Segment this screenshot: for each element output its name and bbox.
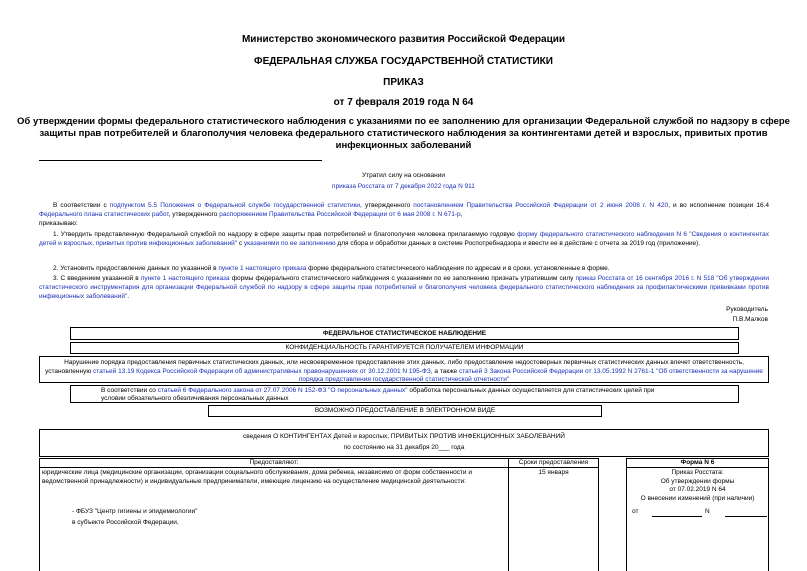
signer-title: Руководитель	[726, 306, 768, 313]
link-government-decree[interactable]: постановлением Правительства Российской Федерации от 2 июня 2008 г. N 420	[413, 202, 669, 209]
changes-date-field[interactable]	[652, 516, 702, 517]
submitters-text: юридические лица (медицинские организации, организации социального обслуживания, дома ребенка, независимо от форм собственности и ведомственной принадлежности) и индивидуальные предприниматели, имеющие лицензию на осуществление медицинской деятельности:	[42, 469, 472, 485]
fsn-box: ФЕДЕРАЛЬНОЕ СТАТИСТИЧЕСКОЕ НАБЛЮДЕНИЕ	[70, 327, 739, 340]
order-title-line-2: защиты прав потребителей и благополучия человека федерального статистического наблюдения за контингентами детей и взрослых, привитых против	[39, 128, 768, 139]
as-of-date: по состоянию на 31 декабря 20___ года	[343, 444, 465, 451]
order-ref-date: от 07.02.2019 N 64	[669, 486, 726, 493]
changes-n-label: N	[705, 508, 710, 515]
electronic-box: ВОЗМОЖНО ПРЕДОСТАВЛЕНИЕ В ЭЛЕКТРОННОМ ВИДЕ	[208, 405, 602, 417]
form-col-right	[768, 458, 769, 571]
link-law-2761[interactable]: статьей 3 Закона Российской Федерации от 13.05.1992 N 2761-1 "Об ответственности за нарушение порядка представления государственной статистической отчетности"	[298, 367, 763, 383]
table-left-border	[39, 458, 40, 571]
order-ref-title: Приказ Росстата:	[671, 469, 724, 476]
personal-data-box: В соответствии со статьей 6 Федерального закона от 27.07.2006 N 152-ФЗ "О персональных данных" обработка персональных данных осуществляется для статистических целей при условии обязательного обезличивания персональных данных	[70, 385, 739, 403]
col-submitters-header: Предоставляют:	[249, 459, 299, 466]
link-rosstat-518[interactable]: приказ Росстата от 16 сентября 2016 г. N 518 "Об утверждении статистического инструментария для организации Федеральной службой по надзору в сфере защиты прав потребителей и благополучия человека федерального статистического наблюдения за профилактическими прививками против инфекционных заболеваний"	[39, 275, 769, 300]
paragraph-basis: В соответствии с подпунктом 5.5 Положения о Федеральной службе государственной статистики, утвержденного постановлением Правительства Российской Федерации от 2 июня 2008 г. N 420, и во исполнение позиции 16.4 Федерального плана статистических работ, утвержденного распоряжением Правительства Российской Федерации от 6 мая 2008 г. N 671-р,	[39, 202, 770, 218]
violation-box: Нарушение порядка предоставления первичных статистических данных, или несвоевременное предоставление этих данных, либо предоставление недостоверных первичных статистических данных влечет ответственность, установленную статьей 13.19 Кодекса Российской Федерации об административных правонарушениях от 30.12.2001 N 195-ФЗ, а также статьей 3 Закона Российской Федерации от 13.05.1992 N 2761-1 "Об ответственности за нарушение порядка представления государственной статистической отчетности"	[39, 356, 769, 383]
signer-name: П.В.Малков	[732, 316, 768, 323]
paragraph-item-1: 1. Утвердить представленную Федеральной службой по надзору в сфере защиты прав потребителей и благополучия человека прилагаемую годовую форму федерального статистического наблюдения N 6 "Сведения о контингентах детей и взрослых, привитых против инфекционных заболеваний" с указаниями по ее заполнению для сбора и обработки данных в системе Роспотребнадзора и ввести ее в действие с отчета за 2019 год (приложение).	[39, 231, 769, 247]
deadline-value: 15 января	[538, 469, 569, 476]
order-title-line-3: инфекционных заболеваний	[335, 140, 472, 151]
order-title	[0, 116, 807, 152]
paragraph-item-2: 2. Установить предоставление данных по указанной в пункте 1 настоящего приказа форме федерального статистического наблюдения по адресам и в сроки, установленные в форме.	[53, 265, 610, 272]
order-ref-changes: О внесении изменений (при наличии)	[640, 494, 755, 502]
confidential-box: КОНФИДЕНЦИАЛЬНОСТЬ ГАРАНТИРУЕТСЯ ПОЛУЧАТЕЛЕМ ИНФОРМАЦИИ	[70, 342, 739, 354]
form-number: Форма N 6	[680, 459, 715, 466]
changes-number-field[interactable]	[725, 516, 767, 517]
link-koap[interactable]: статьей 13.19 Кодекса Российской Федерации об административных правонарушениях от 30.12.2001 N 195-ФЗ	[93, 367, 431, 375]
table-col-divider-2	[598, 458, 599, 571]
service-heading: ФЕДЕРАЛЬНАЯ СЛУЖБА ГОСУДАРСТВЕННОЙ СТАТИСТИКИ	[254, 56, 553, 67]
order-reference	[627, 469, 768, 503]
link-instructions[interactable]: указаниями по ее заполнению	[243, 240, 336, 247]
separator-line	[39, 160, 322, 161]
order-title-line-1: Об утверждении формы федерального статистического наблюдения с указаниями по ее заполнению для организации Федеральной службой по надзору в сфере	[17, 116, 790, 127]
paragraph-item-3: 3. С введением указанной в пункте 1 настоящего приказа формы федерального статистического наблюдения с указаниями по ее заполнению признать утратившим силу приказ Росстата от 16 сентября 2016 г. N 518 "Об утверждении статистического инструментария для организации Федеральной службой по надзору в сфере защиты прав потребителей и благополучия человека федерального статистического наблюдения за профилактическими прививками против инфекционных заболеваний".	[39, 275, 769, 300]
decree-word: приказываю:	[39, 220, 78, 227]
recipient-text: - ФБУЗ "Центр гигиены и эпидемиологии"	[72, 508, 198, 515]
link-federal-plan[interactable]: Федерального плана статистических работ	[39, 211, 169, 218]
changes-from-label: от	[632, 508, 639, 515]
recipient-text-2: в субъекте Российской Федерации,	[72, 519, 179, 526]
invalidation-note: Утратил силу на основании	[361, 172, 446, 179]
info-title: сведения О КОНТИНГЕНТАХ Детей и взрослых, ПРИВИТЫХ ПРОТИВ ИНФЕКЦИОННЫХ ЗАБОЛЕВАНИЙ	[243, 433, 565, 440]
col-terms-header: Сроки предоставления	[518, 459, 589, 466]
order-ref-approve: Об утверждении формы	[660, 477, 735, 485]
link-item-1b[interactable]: пункте 1 настоящего приказа	[140, 275, 230, 282]
link-government-order[interactable]: распоряжением Правительства Российской Федерации от 6 мая 2008 г. N 671-р	[219, 211, 461, 218]
link-item-1[interactable]: пункте 1 настоящего приказа	[218, 265, 307, 272]
link-form-6[interactable]: форму федерального статистического наблюдения N 6 "Сведения о контингентах детей и взрослых, привитых против инфекционных заболеваний"	[39, 231, 769, 247]
ministry-heading: Министерство экономического развития Российской Федерации	[241, 34, 566, 45]
link-law-152[interactable]: статьей 6 Федерального закона от 27.07.2006 N 152-ФЗ "О персональных данных"	[157, 387, 408, 394]
order-heading: ПРИКАЗ	[383, 77, 424, 88]
invalidation-link[interactable]: приказа Росстата от 7 декабря 2022 года N 911	[332, 183, 475, 190]
link-regulation[interactable]: подпунктом 5.5 Положения о Федеральной службе государственной статистики	[109, 202, 361, 209]
info-box	[39, 429, 769, 457]
order-date: от 7 февраля 2019 года N 64	[333, 97, 474, 108]
